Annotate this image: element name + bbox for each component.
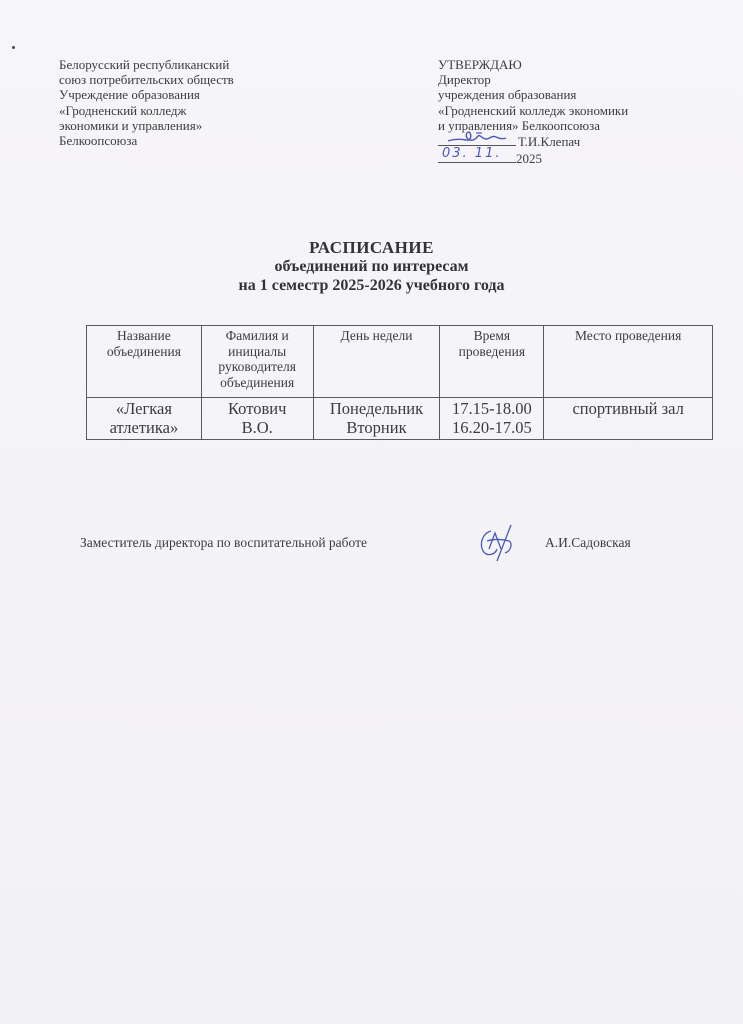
header-weekday: День недели — [313, 326, 440, 398]
org-line: «Гродненский колледж — [59, 102, 187, 118]
approval-block — [438, 57, 628, 166]
issuing-organization-block — [59, 57, 234, 148]
document-title-block — [0, 238, 743, 295]
table-row — [87, 398, 713, 440]
approval-year: 2025 — [516, 151, 542, 167]
deputy-director-name: А.И.Садовская — [545, 535, 631, 550]
org-line: Белорусский республиканский — [59, 57, 230, 72]
cell-association-name: «Легкая атлетика» — [87, 398, 202, 440]
table-header-row — [87, 326, 713, 398]
scan-speck — [12, 46, 15, 49]
date-line — [438, 146, 516, 163]
handwritten-signature-icon — [475, 523, 519, 563]
org-line: Учреждение образования — [59, 87, 200, 103]
document-period: на 1 семестр 2025-2026 учебного года — [238, 277, 505, 294]
approver-position: Директор — [438, 72, 491, 88]
cell-weekday: Понедельник Вторник — [313, 398, 440, 440]
cell-location: спортивный зал — [544, 398, 713, 440]
signatory-name: Т.И.Клепач — [518, 134, 581, 150]
header-location: Место проведения — [544, 326, 713, 398]
approver-org-line: «Гродненский колледж экономики — [438, 102, 629, 118]
org-line: союз потребительских обществ — [59, 72, 234, 88]
cell-leader-name: Котович В.О. — [201, 398, 313, 440]
approve-label: УТВЕРЖДАЮ — [438, 57, 522, 72]
cell-time: 17.15-18.00 16.20-17.05 — [440, 398, 544, 440]
header-leader-name: Фамилия и инициалы руководителя объединения — [201, 326, 313, 398]
signature-line — [438, 133, 516, 146]
handwritten-signature-icon — [446, 127, 508, 145]
header-time: Время проведения — [440, 326, 544, 398]
handwritten-date: 03. 11. — [442, 146, 502, 162]
org-line: Белкоопсоюза — [59, 133, 138, 149]
header-association-name: Название объединения — [87, 326, 202, 398]
deputy-director-position: Заместитель директора по воспитательной работе — [80, 535, 368, 550]
schedule-table — [86, 325, 713, 440]
approver-org-line: и управления» Белкоопсоюза — [438, 117, 601, 133]
document-title: РАСПИСАНИЕ — [309, 238, 434, 257]
org-line: экономики и управления» — [59, 117, 203, 133]
document-subtitle: объединений по интересам — [274, 258, 469, 275]
approver-org-line: учреждения образования — [438, 87, 577, 103]
date-row — [438, 146, 628, 167]
